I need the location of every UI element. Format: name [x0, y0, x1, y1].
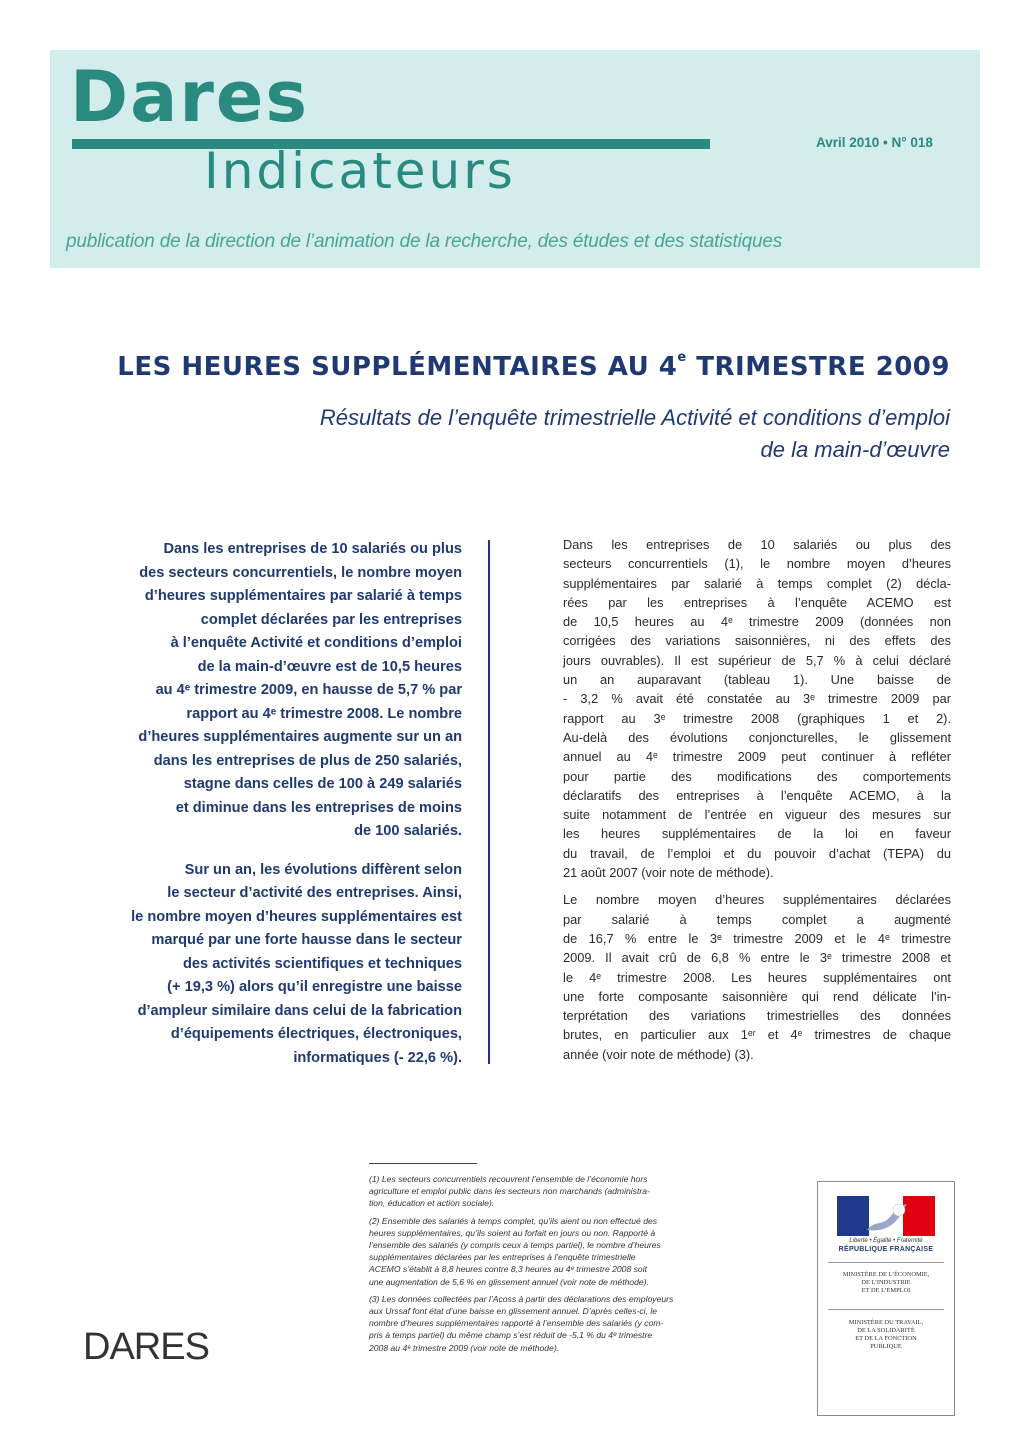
- text-line: 2009. Il avait crû de 6,8 % entre le 3ᵉ trimestre 2008 et: [563, 950, 951, 966]
- text-line: d’heures supplémentaires par salarié à temps: [144, 588, 462, 604]
- dares-footer-logo: DARES: [83, 1326, 209, 1368]
- text-line: suite notamment de l’entrée en vigueur des mesures sur: [563, 807, 951, 823]
- text-line: - 3,2 % avait été constatée au 3ᵉ trimestre 2009 par: [563, 691, 951, 707]
- text-line: DE LA SOLIDARITÉ: [857, 1327, 915, 1334]
- text-line: rées par les entreprises à l’enquête ACEMO est: [563, 594, 951, 610]
- text-line: terprétation des variations trimestrielles des données: [563, 1008, 951, 1024]
- indicateurs-logo-subtitle: Indicateurs: [204, 142, 516, 200]
- text-line: supplémentaires par salarié à temps complet (2) décla-: [563, 575, 951, 591]
- text-line: Le nombre moyen d’heures supplémentaires déclarées: [563, 892, 951, 908]
- text-line: de 100 salariés.: [354, 823, 462, 839]
- page-subtitle: [50, 402, 950, 466]
- text-line: rapport au 4ᵉ trimestre 2008. Le nombre: [186, 705, 462, 722]
- body-paragraph: [563, 535, 951, 882]
- footnotes: [369, 1173, 757, 1359]
- text-line: ET DE L’EMPLOI: [861, 1287, 911, 1294]
- text-line: de 16,7 % entre le 3ᵉ trimestre 2009 et le 4ᵉ trimestre: [563, 930, 951, 946]
- text-line: 21 août 2007 (voir note de méthode).: [563, 865, 774, 881]
- text-line: DE L’INDUSTRIE: [861, 1279, 911, 1286]
- text-line: d’heures supplémentaires augmente sur un an: [138, 729, 462, 745]
- text-line: de 10,5 heures au 4ᵉ trimestre 2009 (données non: [563, 614, 951, 630]
- ministry-economy: [818, 1271, 954, 1295]
- text-line: des secteurs concurrentiels, le nombre moyen: [139, 564, 462, 581]
- text-line: secteurs concurrentiels (1), le nombre moyen d’heures: [563, 556, 951, 572]
- text-line: (1) Les secteurs concurrentiels recouvrent l’ensemble de l’économie hors: [369, 1174, 648, 1184]
- text-line: aux Urssaf font état d’une baisse en glissement annuel. D’après celles-ci, le: [369, 1306, 658, 1317]
- text-line: des activités scientifiques et techniques: [183, 955, 462, 972]
- text-line: d’ampleur similaire dans celui de la fabrication: [137, 1002, 462, 1019]
- text-line: complet déclarées par les entreprises: [200, 611, 462, 628]
- text-line: année (voir note de méthode) (3).: [563, 1046, 754, 1062]
- text-line: au 4ᵉ trimestre 2009, en hausse de 5,7 % par: [155, 682, 462, 698]
- subtitle-line: de la main-d’œuvre: [760, 437, 950, 462]
- text-line: les heures supplémentaires de la loi en faveur: [563, 826, 951, 842]
- text-line: PUBLIQUE: [870, 1343, 902, 1350]
- text-line: brutes, en particulier aux 1ᵉʳ et 4ᵉ trimestres de chaque: [563, 1027, 951, 1043]
- text-line: du travail, de l’emploi et du pouvoir d’achat (TEPA) du: [563, 845, 951, 861]
- text-line: ACEMO s’établit à 8,8 heures contre 8,3 heures au 4ᵉ trimestre 2008 soit: [369, 1264, 647, 1275]
- body-column: [563, 535, 951, 1072]
- summary-column: [70, 538, 462, 1085]
- text-line: nombre d’heures supplémentaires rapporté à l’ensemble des salariés (y com-: [369, 1318, 664, 1329]
- marianne-flag-icon: [837, 1196, 935, 1236]
- title-text-start: LES HEURES SUPPLÉMENTAIRES AU 4: [117, 352, 678, 382]
- text-line: Dans les entreprises de 10 salariés ou plus: [163, 541, 462, 557]
- text-line: heures supplémentaires, qu’ils soient au forfait en jours ou non. Rapporté à: [369, 1227, 656, 1238]
- text-line: et diminue dans les entreprises de moins: [175, 799, 462, 816]
- text-line: tion, éducation et action sociale).: [369, 1198, 495, 1209]
- text-line: Sur un an, les évolutions diffèrent selon: [184, 861, 462, 878]
- text-line: (3) Les données collectées par l’Acoss à partir des déclarations des employeurs: [369, 1293, 674, 1304]
- text-line: 2008 au 4ᵉ trimestre 2009 (voir note de méthode).: [369, 1342, 560, 1353]
- text-line: de la main-d’œuvre est de 10,5 heures: [197, 658, 462, 675]
- text-line: déclaratifs des entreprises à l’enquête ACEMO, à la: [563, 787, 951, 803]
- publisher-line: publication de la direction de l’animation de la recherche, des études et des statistiques: [66, 231, 783, 252]
- text-line: par salarié à temps complet a augmenté: [563, 911, 951, 927]
- text-line: (+ 19,3 %) alors qu’il enregistre une baisse: [167, 979, 462, 995]
- title-text-end: TRIMESTRE 2009: [686, 352, 950, 382]
- text-line: annuel au 4ᵉ trimestre 2009 peut continuer à refléter: [563, 749, 951, 765]
- text-line: informatiques (- 22,6 %).: [293, 1049, 462, 1066]
- footnote-2: [369, 1215, 757, 1288]
- text-line: d’équipements électriques, électroniques,: [170, 1026, 462, 1042]
- text-line: rapport au 3ᵉ trimestre 2008 (graphiques 1 et 2).: [563, 710, 951, 726]
- rf-name: RÉPUBLIQUE FRANÇAISE: [838, 1246, 934, 1253]
- title-superscript: e: [677, 350, 687, 365]
- footnote-1: [369, 1173, 757, 1210]
- subtitle-line: Résultats de l’enquête trimestrielle Activité et conditions d’emploi: [319, 405, 950, 430]
- column-divider: [488, 540, 490, 1064]
- text-line: stagne dans celles de 100 à 249 salariés: [183, 776, 462, 792]
- rf-divider: [828, 1262, 944, 1263]
- text-line: supplémentaires déclarées par les entreprises à l’enquête trimestrielle: [369, 1252, 636, 1263]
- text-line: le 4ᵉ trimestre 2008. Les heures supplémentaires ont: [563, 969, 951, 985]
- text-line: ET DE LA FONCTION: [855, 1335, 917, 1342]
- text-line: agriculture et emploi public dans les secteurs non marchands (administra-: [369, 1186, 650, 1197]
- body-paragraph: [563, 890, 951, 1064]
- rf-divider: [828, 1309, 944, 1310]
- text-line: MINISTÈRE DU TRAVAIL,: [848, 1319, 924, 1326]
- republique-francaise-logo-box: [817, 1181, 955, 1416]
- text-line: corrigées des variations saisonnières, ni des effets des: [563, 633, 951, 649]
- text-line: le nombre moyen d’heures supplémentaires est: [131, 908, 462, 925]
- rf-motto: Liberté • Égalité • Fraternité: [849, 1238, 923, 1244]
- footnote-3: [369, 1293, 757, 1354]
- text-line: l’ensemble des salariés (y compris ceux à temps partiel), le nombre d’heures: [369, 1240, 661, 1251]
- text-line: le secteur d’activité des entreprises. Ainsi,: [167, 885, 462, 901]
- text-line: MINISTÈRE DE L’ÉCONOMIE,: [842, 1271, 930, 1278]
- text-line: Au-delà des évolutions conjoncturelles, le glissement: [563, 729, 951, 745]
- text-line: jours ouvrables). Il est supérieur de 5,7 % à celui déclaré: [563, 652, 951, 668]
- summary-paragraph: [70, 859, 462, 1071]
- footnote-rule: [369, 1163, 477, 1164]
- text-line: à l’enquête Activité et conditions d’emploi: [170, 635, 462, 651]
- text-line: pris à temps partiel) du même champ s’est réduit de -5,1 % du 4ᵉ trimestre: [369, 1330, 653, 1341]
- dares-logo-title: Dares: [70, 56, 310, 138]
- issue-info: Avril 2010 • N° 018: [816, 135, 933, 150]
- text-line: dans les entreprises de plus de 250 salariés,: [153, 752, 462, 769]
- text-line: un an auparavant (tableau 1). Une baisse de: [563, 672, 951, 688]
- page-title: [117, 350, 950, 382]
- text-line: une forte composante saisonnière qui rend délicate l’in-: [563, 988, 951, 1004]
- text-line: une augmentation de 5,6 % en glissement annuel (voir note de méthode).: [369, 1276, 649, 1287]
- text-line: marqué par une forte hausse dans le secteur: [151, 932, 462, 948]
- text-line: pour partie des modifications des comportements: [563, 768, 951, 784]
- ministry-labour: [818, 1319, 954, 1351]
- text-line: Dans les entreprises de 10 salariés ou plus des: [563, 537, 951, 552]
- text-line: (2) Ensemble des salariés à temps complet, qu’ils aient ou non effectué des: [369, 1215, 658, 1226]
- summary-paragraph: [70, 538, 462, 844]
